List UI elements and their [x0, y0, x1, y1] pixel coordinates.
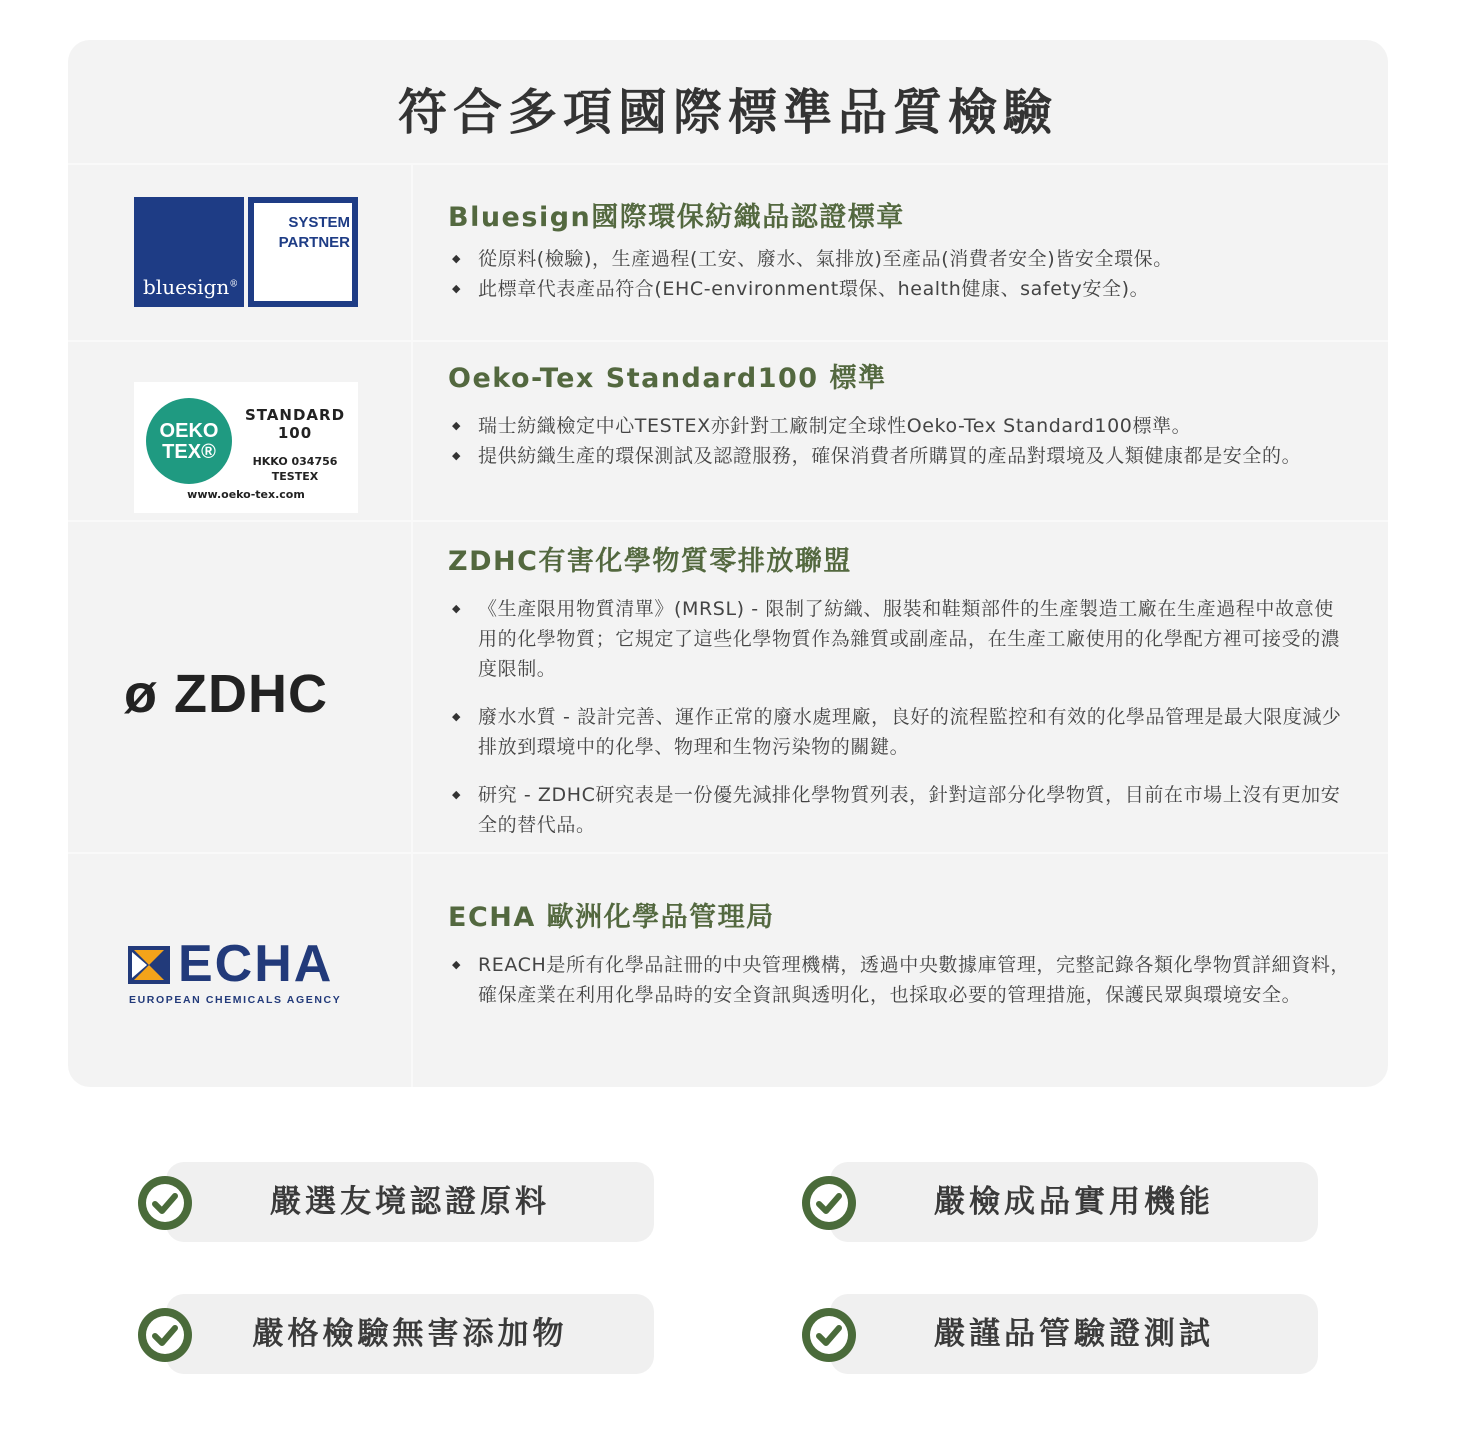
section-title: Bluesign國際環保紡織品認證標章 [448, 202, 905, 233]
oeko-tex-section [448, 361, 1353, 471]
zdhc-wordmark: ZDHC [174, 664, 328, 724]
echa-wordmark: ECHA [178, 935, 334, 993]
bullet-item: ◆ 瑞士紡織檢定中心TESTEX亦針對工廠制定全球性Oeko-Tex Standard100標準。 [448, 411, 1353, 441]
section-title: ECHA 歐洲化學品管理局 [448, 902, 775, 933]
feature-item [138, 1294, 658, 1374]
bluesign-logo-left [134, 197, 244, 307]
standard-text: STANDARD [244, 406, 346, 424]
bullet-item: ◆ 《生產限用物質清單》(MRSL) - 限制了紡織、服裝和鞋類部件的生產製造工廠在生產過程中故意使用的化學物質；它規定了這些化學物質作為雜質或副產品，在生產工廠使用的化學配方裡可接受的濃度限制。 [448, 594, 1353, 684]
column-divider [411, 163, 413, 1087]
oeko-text: OEKO [159, 420, 219, 442]
oeko-tex-circle [146, 398, 232, 484]
standard-number: 100 [277, 424, 313, 442]
oeko-tex-url: www.oeko-tex.com [187, 488, 305, 501]
feature-label: 嚴檢成品實用機能 [934, 1184, 1214, 1220]
certificate-code: HKKO 034756 [252, 455, 338, 468]
bullet-list [448, 950, 1353, 1010]
bullet-list [448, 244, 1353, 304]
bullet-list [448, 594, 1353, 840]
feature-label: 嚴格檢驗無害添加物 [252, 1316, 568, 1352]
feature-item [802, 1162, 1322, 1242]
echa-emblem-icon [128, 946, 170, 984]
row-divider [68, 520, 1388, 522]
row-divider [68, 163, 1388, 165]
bullet-list [448, 411, 1353, 471]
bullet-item: ◆ 廢水水質 - 設計完善、運作正常的廢水處理廠，良好的流程監控和有效的化學品管理是最大限度減少排放到環境中的化學、物理和生物污染物的關鍵。 [448, 702, 1353, 762]
echa-subtitle: EUROPEAN CHEMICALS AGENCY [129, 994, 342, 1006]
bluesign-registered-mark: ® [229, 279, 239, 290]
page-title: 符合多項國際標準品質檢驗 [397, 84, 1058, 141]
echa-logo [128, 935, 360, 1012]
bluesign-wordmark: bluesign [143, 275, 230, 299]
tex-text: TEX® [162, 441, 216, 463]
system-text: SYSTEM [288, 214, 350, 231]
bluesign-logo [134, 197, 358, 307]
zdhc-section [448, 544, 1353, 858]
echa-section [448, 900, 1353, 1010]
certification-panel [68, 40, 1388, 1087]
row-divider [68, 340, 1388, 342]
zdhc-logo [124, 664, 364, 724]
feature-label: 嚴選友境認證原料 [270, 1184, 550, 1220]
system-partner-badge [248, 197, 358, 307]
feature-item [138, 1162, 658, 1242]
oeko-tex-logo [134, 382, 358, 513]
bullet-item: ◆ 提供紡織生產的環保測試及認證服務，確保消費者所購買的產品對環境及人類健康都是安全的。 [448, 441, 1353, 471]
zdhc-symbol: ø [124, 664, 158, 724]
bluesign-section [448, 200, 1353, 304]
bullet-item: ◆ 研究 - ZDHC研究表是一份優先減排化學物質列表，針對這部分化學物質，目前在市場上沒有更加安全的替代品。 [448, 780, 1353, 840]
section-title: Oeko-Tex Standard100 標準 [448, 363, 887, 394]
partner-text: PARTNER [278, 234, 350, 251]
feature-label: 嚴謹品管驗證測試 [934, 1316, 1214, 1352]
bullet-item: ◆ 此標章代表產品符合(EHC-environment環保、health健康、safety安全)。 [448, 274, 1353, 304]
feature-item [802, 1294, 1322, 1374]
institute-name: TESTEX [271, 470, 319, 483]
bullet-item: ◆ 從原料(檢驗)，生產過程(工安、廢水、氣排放)至產品(消費者安全)皆安全環保。 [448, 244, 1353, 274]
bullet-item: ◆ REACH是所有化學品註冊的中央管理機構，透過中央數據庫管理，完整記錄各類化學物質詳細資料，確保產業在利用化學品時的安全資訊與透明化，也採取必要的管理措施，保護民眾與環境安全。 [448, 950, 1353, 1010]
section-title: ZDHC有害化學物質零排放聯盟 [448, 546, 852, 577]
